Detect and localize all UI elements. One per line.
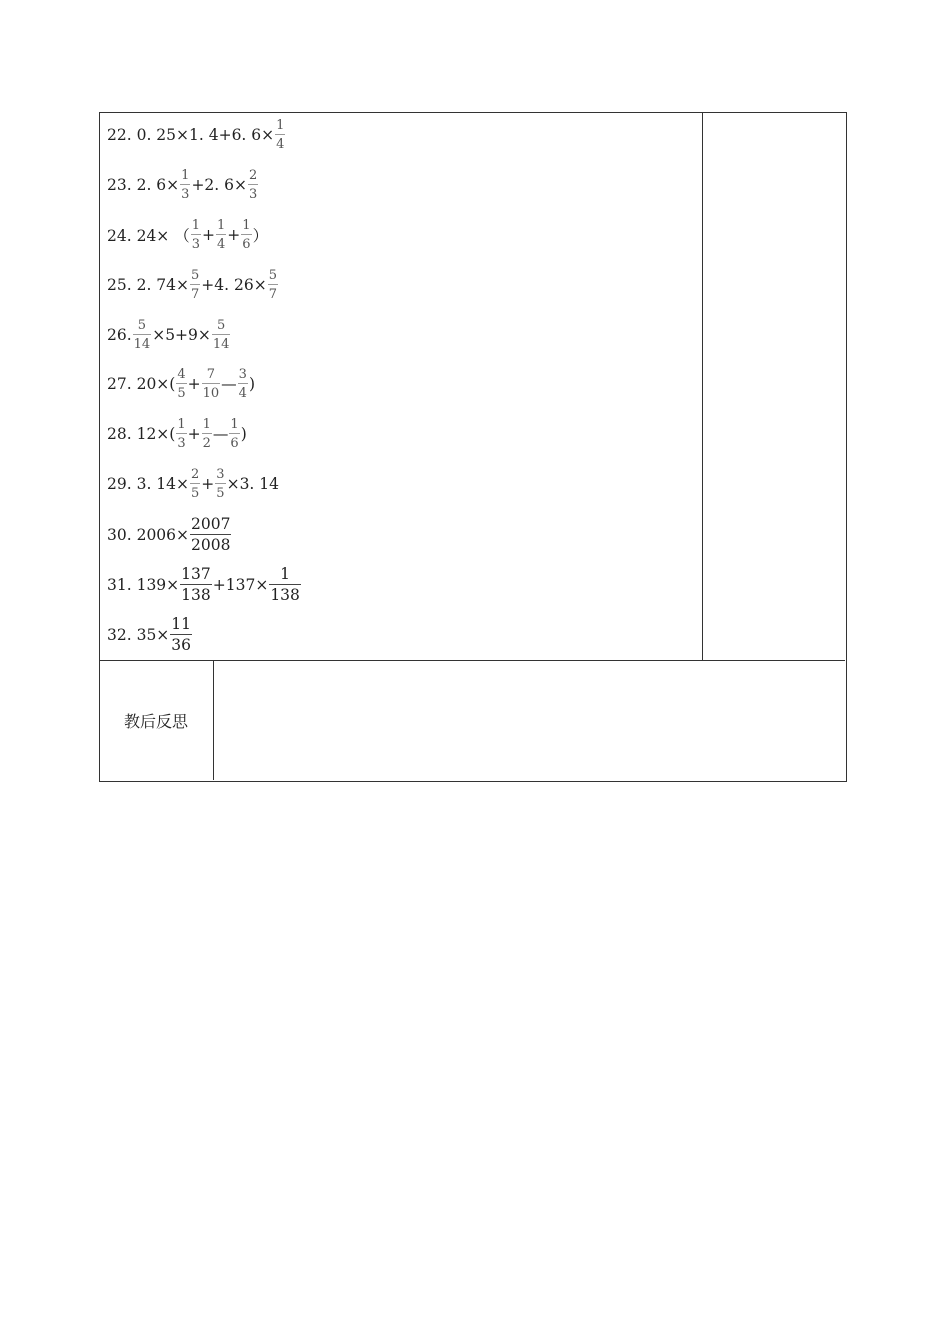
problem-31 (107, 562, 302, 608)
fraction (248, 169, 258, 201)
reflection-label: 教后反思 (123, 711, 188, 731)
fraction-denominator: 5 (176, 383, 186, 400)
expression-text: 22. 0. 25×1. 4+6. 6× (107, 126, 275, 144)
fraction (190, 468, 200, 500)
expression-text: + (201, 475, 215, 493)
fraction-denominator: 14 (133, 334, 152, 351)
column-divider (702, 112, 703, 660)
fraction-numerator: 1 (181, 168, 190, 183)
fraction-denominator: 138 (270, 586, 300, 604)
fraction-numerator: 1 (202, 417, 211, 432)
expression-text: + (187, 375, 201, 393)
fraction-denominator: 14 (212, 334, 231, 351)
fraction-numerator: 5 (217, 318, 226, 333)
problem-24 (107, 212, 268, 258)
fraction (212, 319, 231, 351)
fraction-denominator: 36 (171, 636, 192, 654)
problem-22 (107, 112, 286, 158)
expression-text: + (202, 226, 215, 244)
fraction-denominator: 6 (229, 433, 239, 450)
fraction (190, 514, 231, 554)
expression-text: + (187, 425, 201, 443)
fraction-numerator: 1 (280, 564, 291, 583)
problem-23 (107, 162, 259, 208)
problem-27 (107, 361, 255, 407)
fraction-numerator: 11 (171, 614, 192, 633)
fraction-denominator: 7 (190, 284, 200, 301)
fraction (176, 418, 186, 450)
expression-text: ×3. 14 (226, 475, 280, 493)
reflection-divider (213, 660, 214, 780)
fraction-numerator: 137 (181, 564, 211, 583)
fraction (275, 119, 285, 151)
fraction (190, 269, 200, 301)
fraction-numerator: 1 (217, 218, 226, 233)
worksheet-table (99, 112, 847, 782)
expression-text: ） (252, 227, 269, 245)
fraction-numerator: 1 (242, 218, 251, 233)
fraction-numerator: 5 (137, 318, 147, 333)
expression-text: 28. 12×( (107, 425, 176, 443)
expression-text: +137× (212, 576, 269, 594)
fraction (202, 368, 221, 400)
expression-text: — (212, 425, 229, 443)
fraction (191, 219, 201, 251)
fraction (269, 564, 301, 604)
fraction (180, 564, 212, 604)
fraction-numerator: 1 (276, 118, 285, 133)
expression-text: 31. 139× (107, 576, 180, 594)
fraction-denominator: 5 (215, 483, 225, 500)
expression-text: 25. 2. 74× (107, 276, 190, 294)
fraction (180, 169, 190, 201)
fraction (241, 219, 251, 251)
expression-text: 26. (107, 326, 132, 344)
fraction-denominator: 7 (268, 284, 278, 301)
expression-text: 30. 2006× (107, 526, 190, 544)
fraction-numerator: 1 (177, 417, 186, 432)
expression-text: ) (240, 425, 247, 443)
expression-text: ) (248, 375, 256, 393)
fraction-numerator: 5 (191, 268, 200, 283)
fraction-denominator: 3 (180, 184, 190, 201)
fraction (170, 614, 192, 654)
fraction (268, 269, 278, 301)
fraction-numerator: 3 (238, 367, 247, 382)
expression-text: 32. 35× (107, 626, 170, 644)
fraction (133, 319, 152, 351)
problem-29 (107, 461, 279, 507)
fraction-numerator: 2007 (191, 514, 231, 533)
fraction-numerator: 5 (268, 268, 277, 283)
fraction (238, 368, 248, 400)
expression-text: 27. 20×( (107, 375, 176, 393)
problem-32 (107, 612, 193, 658)
expression-text: 24. 24× （ (107, 227, 190, 245)
fraction-denominator: 5 (190, 483, 200, 500)
expression-text: +2. 6× (191, 176, 247, 194)
fraction-denominator: 3 (176, 433, 186, 450)
fraction-denominator: 4 (238, 383, 248, 400)
fraction (202, 418, 212, 450)
fraction-denominator: 4 (216, 234, 226, 251)
fraction-numerator: 2 (191, 467, 200, 482)
fraction-denominator: 10 (202, 383, 221, 400)
fraction (229, 418, 239, 450)
fraction-denominator: 2 (202, 433, 212, 450)
fraction-denominator: 6 (241, 234, 251, 251)
expression-text: — (221, 375, 237, 393)
fraction-denominator: 138 (181, 586, 211, 604)
fraction-numerator: 3 (216, 467, 225, 482)
expression-text: ×5+9× (152, 326, 211, 344)
problem-26 (107, 312, 231, 358)
expression-text: 23. 2. 6× (107, 176, 180, 194)
expression-text: 29. 3. 14× (107, 475, 190, 493)
fraction-denominator: 3 (191, 234, 201, 251)
problem-28 (107, 411, 247, 457)
fraction-numerator: 4 (177, 367, 186, 382)
fraction-numerator: 7 (206, 367, 216, 382)
fraction (216, 219, 226, 251)
fraction (215, 468, 225, 500)
fraction (176, 368, 186, 400)
fraction-numerator: 2 (249, 168, 258, 183)
fraction-numerator: 1 (191, 218, 200, 233)
fraction-denominator: 3 (248, 184, 258, 201)
problem-30 (107, 512, 232, 558)
fraction-denominator: 4 (275, 134, 285, 151)
fraction-numerator: 1 (230, 417, 239, 432)
fraction-denominator: 2008 (191, 536, 231, 554)
problem-25 (107, 262, 279, 308)
expression-text: + (227, 226, 241, 244)
expression-text: +4. 26× (201, 276, 267, 294)
